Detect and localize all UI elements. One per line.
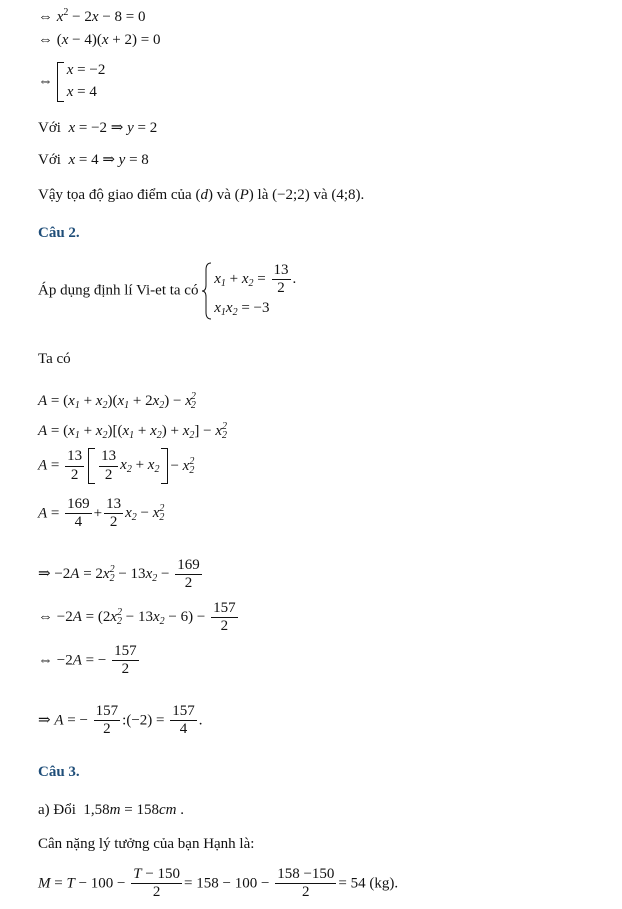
- vieta-line: [38, 262, 296, 320]
- ideal-weight-formula: M = T − 100 − $\frac{T - 150}{2}$ = 158 − 100 − $\frac{158 -150}{2}$ = 54 (kg).: [38, 866, 399, 901]
- neg2a-expr-1: ⇒ $-2A = 2x_2^2 - 13x_2$ − $\frac{169}{2}$: [38, 557, 200, 592]
- vieta-text: Áp dụng định lí Vi-et ta có: [38, 282, 199, 299]
- a-expr-4: A = $\frac{169}{4}$ + $\frac{13}{2}$ $x_2 - x_2^2$: [38, 496, 165, 531]
- case-x-4: Với x = 4 ⇒ y = 8: [38, 152, 149, 168]
- ideal-weight-text: Cân nặng lý tưởng của bạn Hạnh là:: [38, 836, 255, 852]
- vieta-system: $x_1 + x_2$ = $\frac{13}{2}$ . $x_1x_2 = -3$: [202, 262, 296, 320]
- a-expr-2: $A = (x_1 + x_2)[(x_1 + x_2) + x_2] - x_2^2$: [38, 421, 228, 441]
- conclusion-line: Vậy tọa độ giao điểm của (d) và (P) là (−2;2) và (4;8).: [38, 187, 365, 203]
- heading-cau-2: Câu 2.: [38, 225, 80, 241]
- a-expr-3: A = $\frac{13}{2}$ $\frac{13}{2}$ $x_2 + x_2 - x_2^2$: [38, 448, 195, 483]
- neg2a-expr-3: ⇔ −2A = − $\frac{157}{2}$: [38, 643, 137, 678]
- ta-co: Ta có: [38, 351, 71, 367]
- conversion-line: a) Đổi 1,58m = 158cm .: [38, 802, 184, 818]
- a-expr-1: $A = (x_1 + x_2)(x_1 + 2x_2) - x_2^2$: [38, 391, 196, 411]
- heading-cau-3: Câu 3.: [38, 764, 80, 780]
- equation-line-2: ⇔ (x − 4)(x + 2) = 0: [38, 32, 161, 48]
- case-x-neg2: Với x = −2 ⇒ y = 2: [38, 120, 158, 136]
- neg2a-expr-2: ⇔ $-2A = (2x_2^2 - 13x_2 - 6)$ − $\frac{157}{2}$: [38, 600, 236, 635]
- a-final: ⇒ A = − $\frac{157}{2}$ :(−2) = $\frac{157}{4}$ .: [38, 703, 203, 738]
- solution-set: ⇔ x = −2 x = 4: [38, 62, 106, 100]
- equation-line-1: ⇔ $x^2 - 2x - 8 = 0$: [38, 7, 146, 25]
